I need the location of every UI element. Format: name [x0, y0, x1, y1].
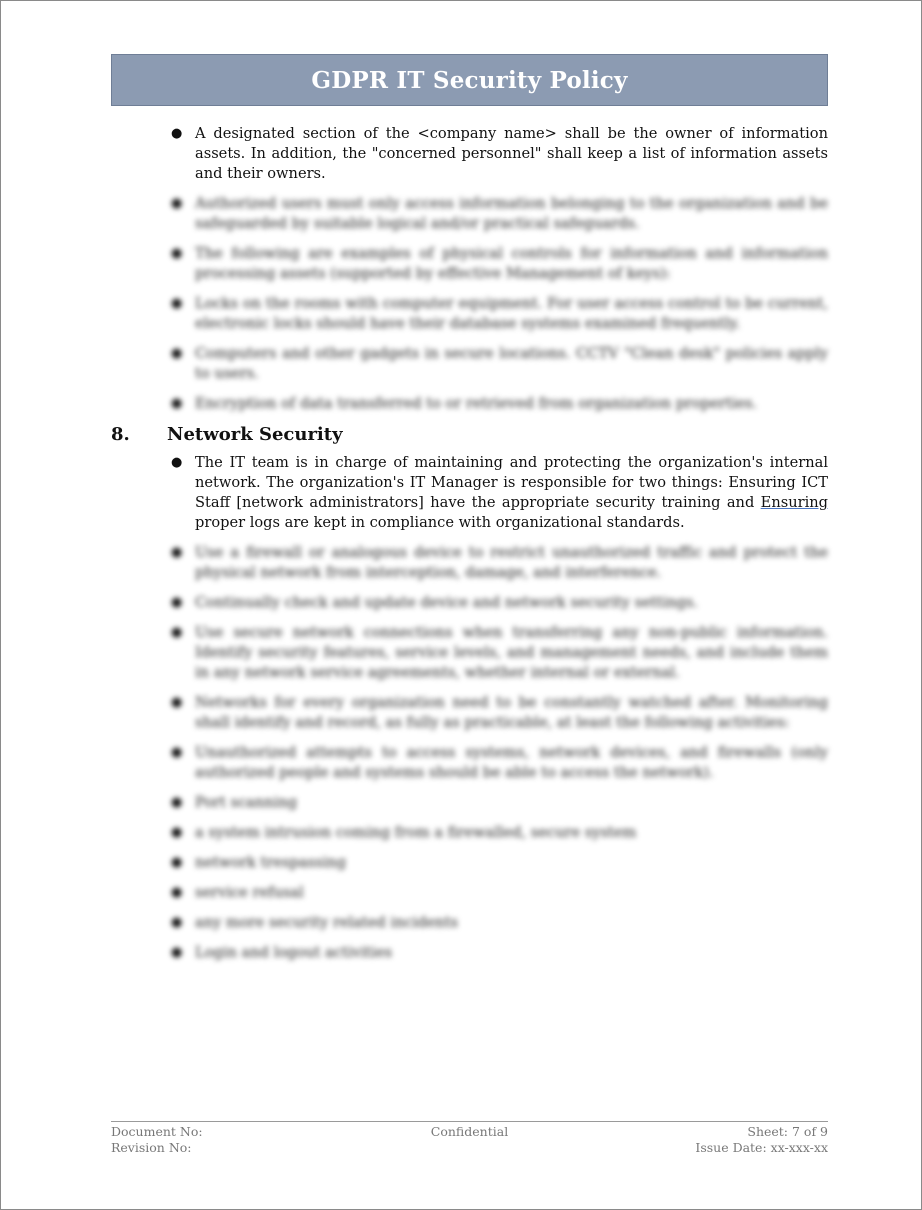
- bullet-icon: ●: [171, 595, 183, 610]
- list-item: ● Port scanning: [171, 794, 298, 811]
- list-item: ● Authorized users must only access information belonging to the organization and be safeguarded by suitable logical and/or practical safeguards.: [171, 195, 828, 232]
- bullet-icon: ●: [171, 915, 183, 930]
- list-item: ● network trespassing: [171, 854, 347, 871]
- revision-number-label: Revision No:: [111, 1140, 192, 1155]
- section-title: Network Security: [167, 424, 343, 445]
- list-item: ● The IT team is in charge of maintaining and protecting the organization's internal network. The organization's IT Manager is responsible for two things: Ensuring ICT Staff [network administrators] have the appropriate security training and Ensuring proper logs are kept in compliance with organizational standards.: [171, 454, 828, 531]
- list-item: ● Login and logout activities: [171, 944, 393, 961]
- bullet-icon: ●: [171, 455, 183, 470]
- bullet-icon: ●: [171, 246, 183, 261]
- bullet-icon: ●: [171, 545, 183, 560]
- page-footer: [111, 1121, 828, 1156]
- footer-row-1: [111, 1124, 828, 1140]
- sheet-number: Sheet: 7 of 9: [747, 1124, 828, 1139]
- bullet-icon: ●: [171, 795, 183, 810]
- bullet-list-network: [111, 453, 828, 963]
- confidential-label: Confidential: [430, 1124, 509, 1139]
- list-item: ● any more security related incidents: [171, 914, 459, 931]
- section-number: 8.: [111, 424, 130, 445]
- list-item: ● Encryption of data transferred to or retrieved from organization properties.: [171, 395, 758, 412]
- bullet-icon: ●: [171, 346, 183, 361]
- list-item: ● Continually check and update device and network security settings.: [171, 594, 699, 611]
- header-banner: [111, 54, 828, 106]
- document-body: [111, 124, 828, 973]
- list-item: ● a system intrusion coming from a firewalled, secure system: [171, 824, 637, 841]
- bullet-icon: ●: [171, 396, 183, 411]
- list-item: ● service refusal: [171, 884, 304, 901]
- document-number-label: Document No:: [111, 1124, 203, 1139]
- bullet-icon: ●: [171, 625, 183, 640]
- list-item: ● Networks for every organization need to be constantly watched after. Monitoring shall identify and record, as fully as practicable, at least the following activities:: [171, 694, 828, 731]
- list-item: ● Use secure network connections when transferring any non-public information. Identify security features, service levels, and management needs, and include them in any network service agreements, whether internal or external.: [171, 624, 828, 681]
- bullet-icon: ●: [171, 196, 183, 211]
- bullet-icon: ●: [171, 695, 183, 710]
- underlined-word: Ensuring: [760, 494, 828, 511]
- list-item: ● A designated section of the <company name> shall be the owner of information assets. In addition, the "concerned personnel" shall keep a list of information assets and their owners.: [171, 125, 828, 182]
- bullet-icon: ●: [171, 885, 183, 900]
- footer-row-2: [111, 1140, 828, 1156]
- bullet-icon: ●: [171, 945, 183, 960]
- list-item: ● Computers and other gadgets in secure locations. CCTV "Clean desk" policies apply to users.: [171, 345, 828, 382]
- list-item: ● Unauthorized attempts to access systems, network devices, and firewalls (only authorized people and systems should be able to access the network).: [171, 744, 828, 781]
- section-heading: [111, 424, 828, 445]
- list-item: ● Locks on the rooms with computer equipment. For user access control to be current, electronic locks should have their database systems examined frequently.: [171, 295, 828, 332]
- issue-date: Issue Date: xx-xxx-xx: [695, 1140, 828, 1155]
- bullet-list-assets: [111, 124, 828, 414]
- page-title: GDPR IT Security Policy: [311, 66, 628, 94]
- bullet-icon: ●: [171, 296, 183, 311]
- bullet-icon: ●: [171, 825, 183, 840]
- bullet-icon: ●: [171, 126, 183, 141]
- list-item: ● The following are examples of physical controls for information and information processing assets (supported by effective Management of keys):: [171, 245, 828, 282]
- bullet-icon: ●: [171, 745, 183, 760]
- list-item: ● Use a firewall or analogous device to restrict unauthorized traffic and protect the physical network from interception, damage, and interference.: [171, 544, 828, 581]
- bullet-icon: ●: [171, 855, 183, 870]
